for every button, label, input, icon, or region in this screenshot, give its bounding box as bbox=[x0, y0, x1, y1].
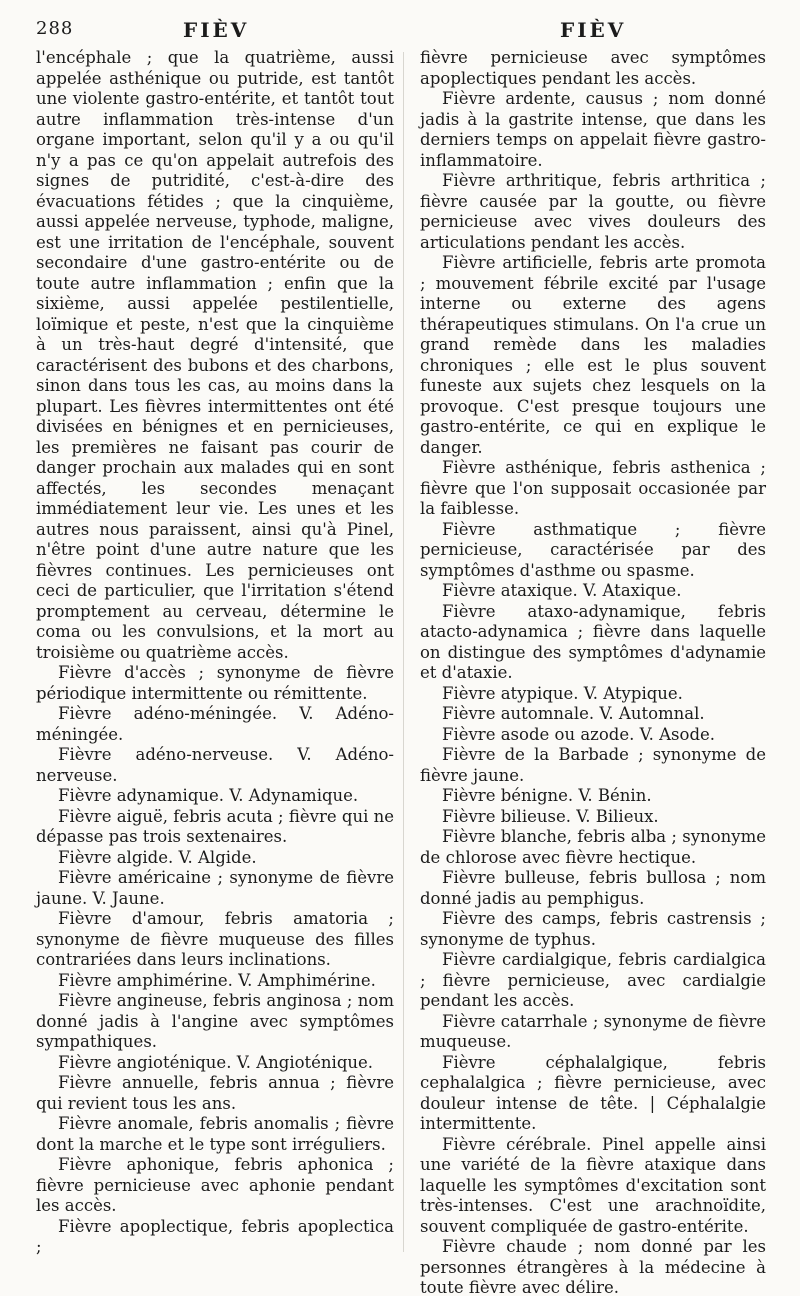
running-head-right: FIÈV bbox=[560, 18, 627, 42]
entry-fievre-asode: Fièvre asode ou azode. V. Asode. bbox=[442, 724, 716, 744]
entry-fievre-blanche: Fièvre blanche, febris alba ; synonyme de chlorose avec fièvre hectique. bbox=[420, 827, 766, 867]
entry-fievre-ataxo-adynamique: Fièvre ataxo-adynamique, febris atacto-adynamica ; fièvre dans laquelle on distingue des symptômes d'adynamie et d'ataxie. bbox=[420, 601, 766, 682]
entry-fievre-benigne: Fièvre bénigne. V. Bénin. bbox=[442, 786, 652, 805]
entry-fievre-d-acces: Fièvre d'accès ; synonyme de fièvre périodique intermittente ou rémittente. bbox=[36, 663, 394, 703]
entry-fievre-americaine: Fièvre américaine ; synonyme de fièvre jaune. V. Jaune. bbox=[36, 868, 394, 908]
entry-fievre-cephalalgique: Fièvre céphalalgique, febris cephalalgica ; fièvre pernicieuse, avec douleur intense de tête. | Céphalalgie intermittente. bbox=[420, 1052, 766, 1133]
entry-fievre-angiotenique: Fièvre angioténique. V. Angioténique. bbox=[58, 1052, 374, 1072]
entry-fievre-atypique: Fièvre atypique. V. Atypique. bbox=[442, 683, 683, 703]
entry-fievre-d-amour: Fièvre d'amour, febris amatoria ; synonyme de fièvre muqueuse des filles contrariées dans leurs inclinations. bbox=[36, 909, 394, 969]
entry-fievre-cardialgique: Fièvre cardialgique, febris cardialgica ; fièvre pernicieuse, avec cardialgie pendant les accès. bbox=[420, 950, 766, 1010]
entry-fievre-bilieuse: Fièvre bilieuse. V. Bilieux. bbox=[442, 806, 659, 826]
entry-fievre-ardente: Fièvre ardente, causus ; nom donné jadis à la gastrite intense, que dans les derniers temps on appelait fièvre gastro-inflammatoire. bbox=[420, 89, 766, 170]
entry-fievre-ataxique: Fièvre ataxique. V. Ataxique. bbox=[442, 581, 682, 600]
entry-fievre-bulleuse: Fièvre bulleuse, febris bullosa ; nom donné jadis au pemphigus. bbox=[420, 868, 766, 908]
entry-fievre-adeno-nerveuse: Fièvre adéno-nerveuse. V. Adéno-nerveuse. bbox=[36, 745, 394, 785]
left-column bbox=[36, 48, 394, 1274]
entry-fievre-amphimerine: Fièvre amphimérine. V. Amphimérine. bbox=[58, 970, 376, 990]
entry-fievre-aphonique: Fièvre aphonique, febris aphonica ; fièvre pernicieuse avec aphonie pendant les accès. bbox=[36, 1155, 394, 1215]
column-divider bbox=[403, 52, 404, 1252]
entry-paragraph: l'encéphale ; que la quatrième, aussi appelée asthénique ou putride, est tantôt une violente gastro-entérite, et tantôt tout autre inflammation très-intense d'un organe important, selon qu'il y a ou qu'il n'y a pas ce qu'on appelait autrefois des signes de putridité, c'est-à-dire des évacuations fétides ; que la cinquième, aussi appelée nerveuse, typhode, maligne, est une irritation de l'encéphale, souvent secondaire d'une gastro-entérite ou de toute autre inflammation ; enfin que la sixième, aussi appelée pestilentielle, loïmique et peste, n'est que la cinquième à un très-haut degré d'intensité, que caractérisent des bubons et des charbons, sinon dans tous les cas, au moins dans la plupart. Les fièvres intermittentes ont été divisées en bénignes et en pernicieuses, les premières ne faisant pas courir de danger prochain aux malades qui en sont affectés, les secondes menaçant immédiatement leur vie. Les unes et les autres nous paraissent, ainsi qu'à Pinel, n'être point d'une autre nature que les fièvres continues. Les pernicieuses ont ceci de particulier, que l'irritation s'étend promptement au cerveau, détermine le coma ou les convulsions, et la mort au troisième ou quatrième accès. bbox=[36, 48, 394, 662]
entry-fievre-apoplectique: Fièvre apoplectique, febris apoplectica ; bbox=[36, 1216, 394, 1256]
entry-fievre-algide: Fièvre algide. V. Algide. bbox=[58, 847, 257, 867]
entry-fievre-annuelle: Fièvre annuelle, febris annua ; fièvre qui revient tous les ans. bbox=[36, 1073, 394, 1113]
entry-fievre-arthritique: Fièvre arthritique, febris arthritica ; fièvre causée par la goutte, ou fièvre pernicieuse avec vives douleurs des articulations pendant les accès. bbox=[420, 171, 766, 252]
page-number: 288 bbox=[36, 18, 74, 39]
entry-fievre-barbade: Fièvre de la Barbade ; synonyme de fièvre jaune. bbox=[420, 745, 766, 785]
right-column bbox=[420, 48, 766, 1297]
entry-fievre-automnale: Fièvre automnale. V. Automnal. bbox=[442, 704, 705, 723]
entry-continuation: fièvre pernicieuse avec symptômes apoplectiques pendant les accès. bbox=[420, 48, 766, 88]
running-head-left: FIÈV bbox=[183, 18, 250, 42]
entry-fievre-chaude: Fièvre chaude ; nom donné par les personnes étrangères à la médecine à toute fièvre avec délire. bbox=[420, 1237, 766, 1297]
entry-fievre-asthmatique: Fièvre asthmatique ; fièvre pernicieuse, caractérisée par des symptômes d'asthme ou spasme. bbox=[420, 519, 766, 580]
entry-fievre-aigue: Fièvre aiguë, febris acuta ; fièvre qui ne dépasse pas trois sextenaires. bbox=[36, 806, 394, 846]
entry-fievre-adynamique: Fièvre adynamique. V. Adynamique. bbox=[58, 786, 359, 805]
entry-fievre-adeno-meningee: Fièvre adéno-méningée. V. Adéno-méningée. bbox=[36, 704, 394, 744]
entry-fievre-cerebrale: Fièvre cérébrale. Pinel appelle ainsi une variété de la fièvre ataxique dans laquelle les symptômes d'excitation sont très-intenses. C'est une arachnoïdite, souvent compliquée de gastro-entérite. bbox=[420, 1134, 766, 1236]
entry-fievre-angineuse: Fièvre angineuse, febris anginosa ; nom donné jadis à l'angine avec symptômes sympathiques. bbox=[36, 991, 394, 1051]
entry-fievre-des-camps: Fièvre des camps, febris castrensis ; synonyme de typhus. bbox=[420, 909, 766, 949]
entry-fievre-catarrhale: Fièvre catarrhale ; synonyme de fièvre muqueuse. bbox=[420, 1011, 766, 1051]
entry-fievre-asthenique: Fièvre asthénique, febris asthenica ; fièvre que l'on supposait occasionée par la faiblesse. bbox=[420, 458, 766, 518]
entry-fievre-artificielle: Fièvre artificielle, febris arte promota ; mouvement fébrile excité par l'usage interne ou externe des agens thérapeutiques stimulans. On l'a crue un grand remède dans les maladies chroniques ; elle est le plus souvent funeste aux sujets chez lesquels on la provoque. C'est presque toujours une gastro-entérite, ce qui en explique le danger. bbox=[420, 253, 766, 457]
entry-fievre-anomale: Fièvre anomale, febris anomalis ; fièvre dont la marche et le type sont irréguliers. bbox=[36, 1114, 394, 1154]
